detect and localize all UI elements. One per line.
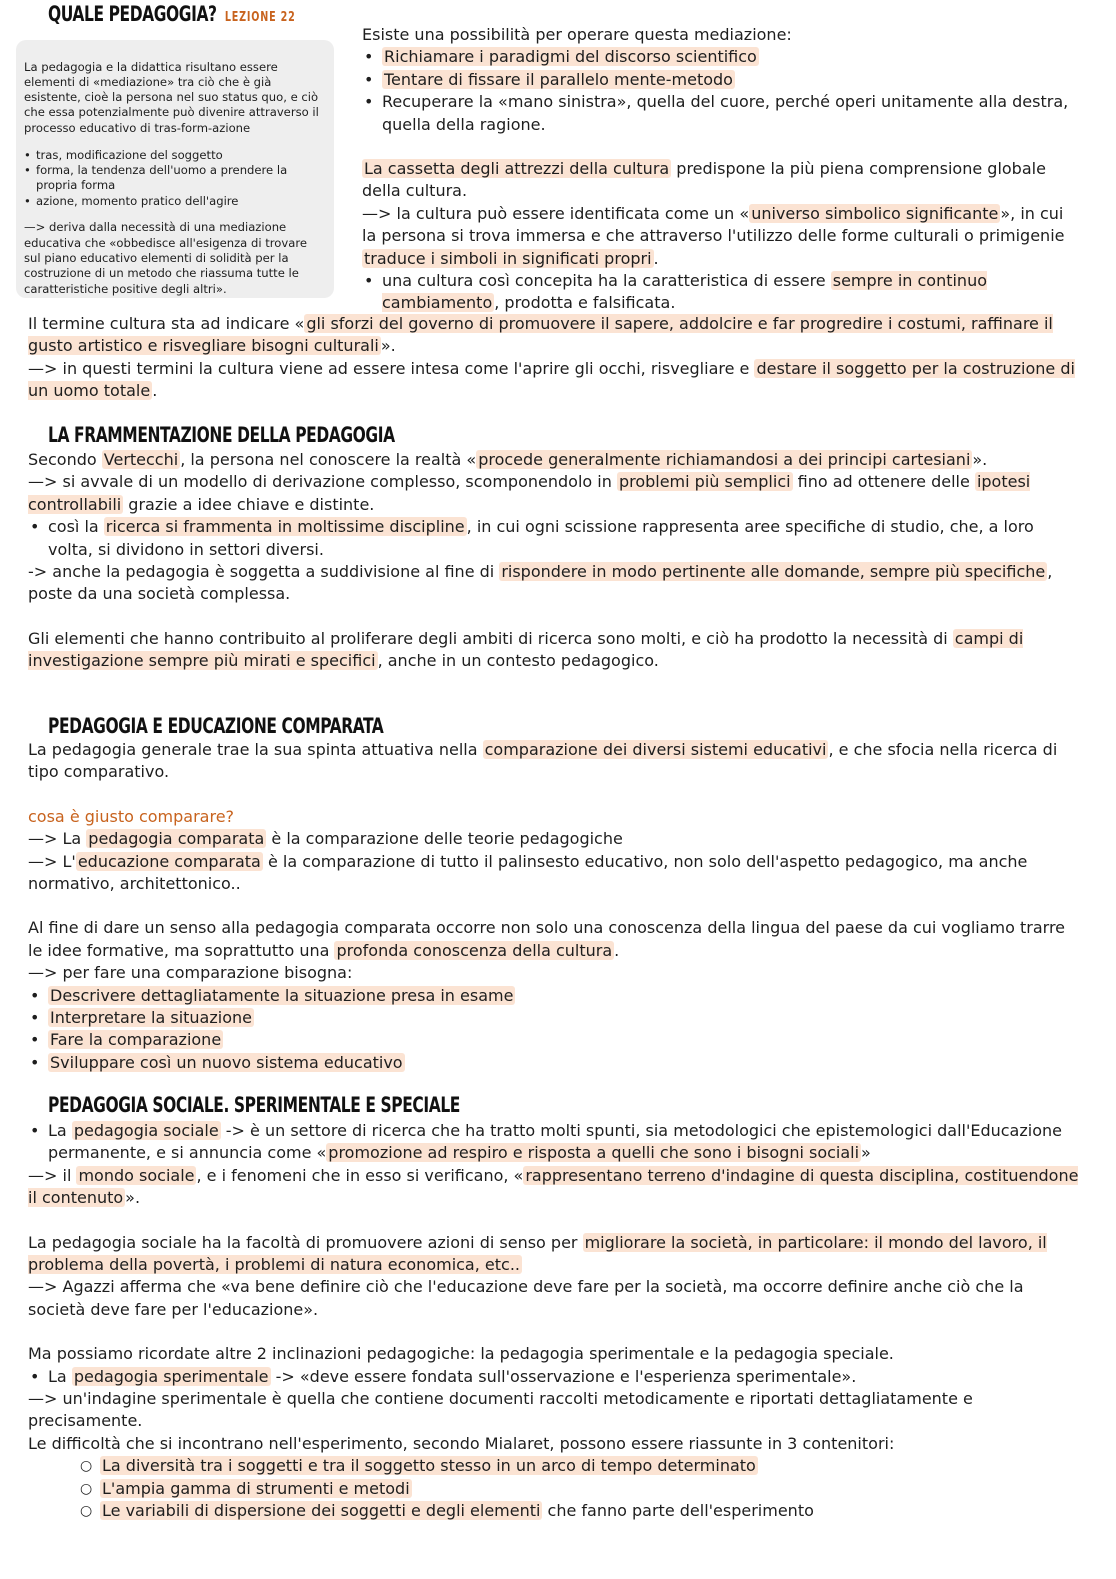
paragraph: Secondo Vertecchi , la persona nel conoscere la realtà « procede generalmente richiamandosi a dei principi cartesiani ». (28, 450, 988, 469)
sidebox-list (24, 148, 324, 209)
sidebox-text (24, 48, 324, 309)
culture-list (362, 270, 1076, 315)
title-text: QUALE PEDAGOGIA? (48, 2, 217, 26)
list-item: • Sviluppare così un nuovo sistema educativo (28, 1052, 1080, 1074)
mediation-item: • Recuperare la «mano sinistra», quella del cuore, perché operi unitamente alla destra, quella della ragione. (362, 91, 1076, 136)
paragraph: —> si avvale di un modello di derivazione complesso, scomponendolo in problemi più semplici fino ad ottenere delle ipotesi controllabili grazie a idee chiave e distinte. (28, 472, 1031, 514)
paragraph: Gli elementi che hanno contribuito al proliferare degli ambiti di ricerca sono molti, e ciò ha prodotto la necessità di campi di investigazione sempre più mirati e specifici , anche in un contesto pedagogico. (28, 628, 1024, 671)
difficulties-list (80, 1455, 1080, 1522)
culture-definition (28, 313, 1080, 403)
frammentazione-list (28, 516, 1080, 561)
list-item: • Descrivere dettagliatamente la situazione presa in esame (28, 985, 1080, 1007)
culture-paragraph: La cassetta degli attrezzi della cultura predispone la più piena comprensione globale della cultura. (362, 159, 1046, 201)
list-item: • così la ricerca si frammenta in moltissime discipline , in cui ogni scissione rappresenta aree specifiche di studio, che, a loro volta, si dividono in settori diversi. (28, 516, 1080, 561)
paragraph: —> L' educazione comparata è la comparazione di tutto il palinsesto educativo, non solo dell'aspetto pedagogico, ma anche normativo, architettonico.. (28, 851, 1028, 894)
mediation-section (362, 24, 1076, 136)
list-item: • Interpretare la situazione (28, 1007, 1080, 1029)
page-title (48, 2, 296, 26)
mediation-list (362, 46, 1076, 136)
list-item: ○ L'ampia gamma di strumenti e metodi (80, 1478, 1080, 1500)
culture-paragraph: —> la cultura può essere identificata come un « universo simbolico significante », in cui la persona si trova immersa e che attraverso l'utilizzo delle forme culturali o primigenie traduce i simboli in significati propri . (362, 203, 1065, 268)
paragraph: La pedagogia sociale ha la facoltà di promuovere azioni di senso per migliorare la società, in particolare: il mondo del lavoro, il problema della povertà, i problemi di natura economica, etc.. (28, 1232, 1047, 1275)
section-heading-frammentazione: LA FRAMMENTAZIONE DELLA PEDAGOGIA (48, 423, 395, 447)
frammentazione-section (28, 449, 1080, 673)
paragraph: Ma possiamo ricordate altre 2 inclinazioni pedagogiche: la pedagogia sperimentale e la pedagogia speciale. (28, 1344, 894, 1364)
list-item: ○ Le variabili di dispersione dei soggetti e degli elementi che fanno parte dell'esperimento (80, 1500, 1080, 1522)
mediation-item: • Tentare di fissare il parallelo mente-metodo (362, 69, 1076, 91)
culture-paragraph: Il termine cultura sta ad indicare « gli sforzi del governo di promuovere il sapere, addolcire e far progredire i costumi, raffinare il gusto artistico e risvegliare bisogni culturali ». (28, 314, 1053, 356)
paragraph: —> Agazzi afferma che «va bene definire ciò che l'educazione deve fare per la società, ma occorre definire anche ciò che la società deve fare per l'educazione». (28, 1277, 1024, 1319)
sociale-section (28, 1120, 1080, 1523)
paragraph: —> il mondo sociale , e i fenomeni che in esso si verificano, « rappresentano terreno d'indagine di questa disciplina, costituendone il contenuto ». (28, 1165, 1079, 1208)
list-item: • La pedagogia sociale -> è un settore di ricerca che ha tratto molti spunti, sia metodologici che epistemologici dall'Educazione permanente, e si annuncia come « promozione ad respiro e risposta a quelli che sono i bisogni sociali » (28, 1120, 1080, 1165)
paragraph: —> per fare una comparazione bisogna: (28, 963, 353, 983)
sociale-list (28, 1120, 1080, 1165)
section-heading-comparata: PEDAGOGIA E EDUCAZIONE COMPARATA (48, 714, 384, 738)
question-subheading: cosa è giusto comparare? (28, 806, 235, 826)
sidebox-item: • azione, momento pratico dell'agire (24, 194, 324, 209)
list-item: • La pedagogia sperimentale -> «deve essere fondata sull'osservazione e l'esperienza sperimentale». (28, 1366, 1080, 1388)
sperimentale-list (28, 1366, 1080, 1388)
mediation-item: • Richiamare i paradigmi del discorso scientifico (362, 46, 1076, 68)
sidebox-intro: La pedagogia e la didattica risultano essere elementi di «mediazione» tra ciò che è già esistente, cioè la persona nel suo status quo, e ciò che essa potenzialmente può divenire attraverso il processo educativo di tras-form-azione (24, 59, 319, 135)
sidebox-item: • tras, modificazione del soggetto (24, 148, 324, 163)
paragraph: Le difficoltà che si incontrano nell'esperimento, secondo Mialaret, possono essere riassunte in 3 contenitori: (28, 1433, 895, 1453)
lesson-label: LEZIONE 22 (224, 10, 296, 25)
culture-paragraph: —> in questi termini la cultura viene ad essere intesa come l'aprire gli occhi, risvegliare e destare il soggetto per la costruzione di un uomo totale . (28, 358, 1075, 401)
sidebox-item: • forma, la tendenza dell'uomo a prendere la propria forma (24, 163, 324, 194)
culture-section (362, 158, 1076, 315)
sidebox-conclusion: —> deriva dalla necessità di una mediazione educativa che «obbedisce all'esigenza di trovare sul piano educativo elementi di solidità per la costruzione di un metodo che riassuma tutte le caratteristiche positive degli altri». (24, 220, 307, 296)
culture-item: • una cultura così concepita ha la caratteristica di essere sempre in continuo cambiamento , prodotta e falsificata. (362, 270, 1076, 315)
paragraph: La pedagogia generale trae la sua spinta attuativa nella comparazione dei diversi sistemi educativi , e che sfocia nella ricerca di tipo comparativo. (28, 740, 1058, 782)
comparison-steps (28, 985, 1080, 1075)
mediation-intro: Esiste una possibilità per operare questa mediazione: (362, 25, 792, 44)
section-heading-sociale: PEDAGOGIA SOCIALE. SPERIMENTALE E SPECIALE (48, 1093, 460, 1117)
paragraph: -> anche la pedagogia è soggetta a suddivisione al fine di rispondere in modo pertinente alle domande, sempre più specifiche , poste da una società complessa. (28, 562, 1053, 604)
list-item: ○ La diversità tra i soggetti e tra il soggetto stesso in un arco di tempo determinato (80, 1455, 1080, 1477)
list-item: • Fare la comparazione (28, 1029, 1080, 1051)
comparata-section (28, 739, 1080, 1074)
paragraph: —> un'indagine sperimentale è quella che contiene documenti raccolti metodicamente e riportati dettagliatamente e precisamente. (28, 1389, 973, 1431)
paragraph: —> La pedagogia comparata è la comparazione delle teorie pedagogiche (28, 829, 623, 849)
paragraph: Al fine di dare un senso alla pedagogia comparata occorre non solo una conoscenza della lingua del paese da cui vogliamo trarre le idee formative, ma soprattutto una profonda conoscenza della cultura . (28, 918, 1066, 960)
